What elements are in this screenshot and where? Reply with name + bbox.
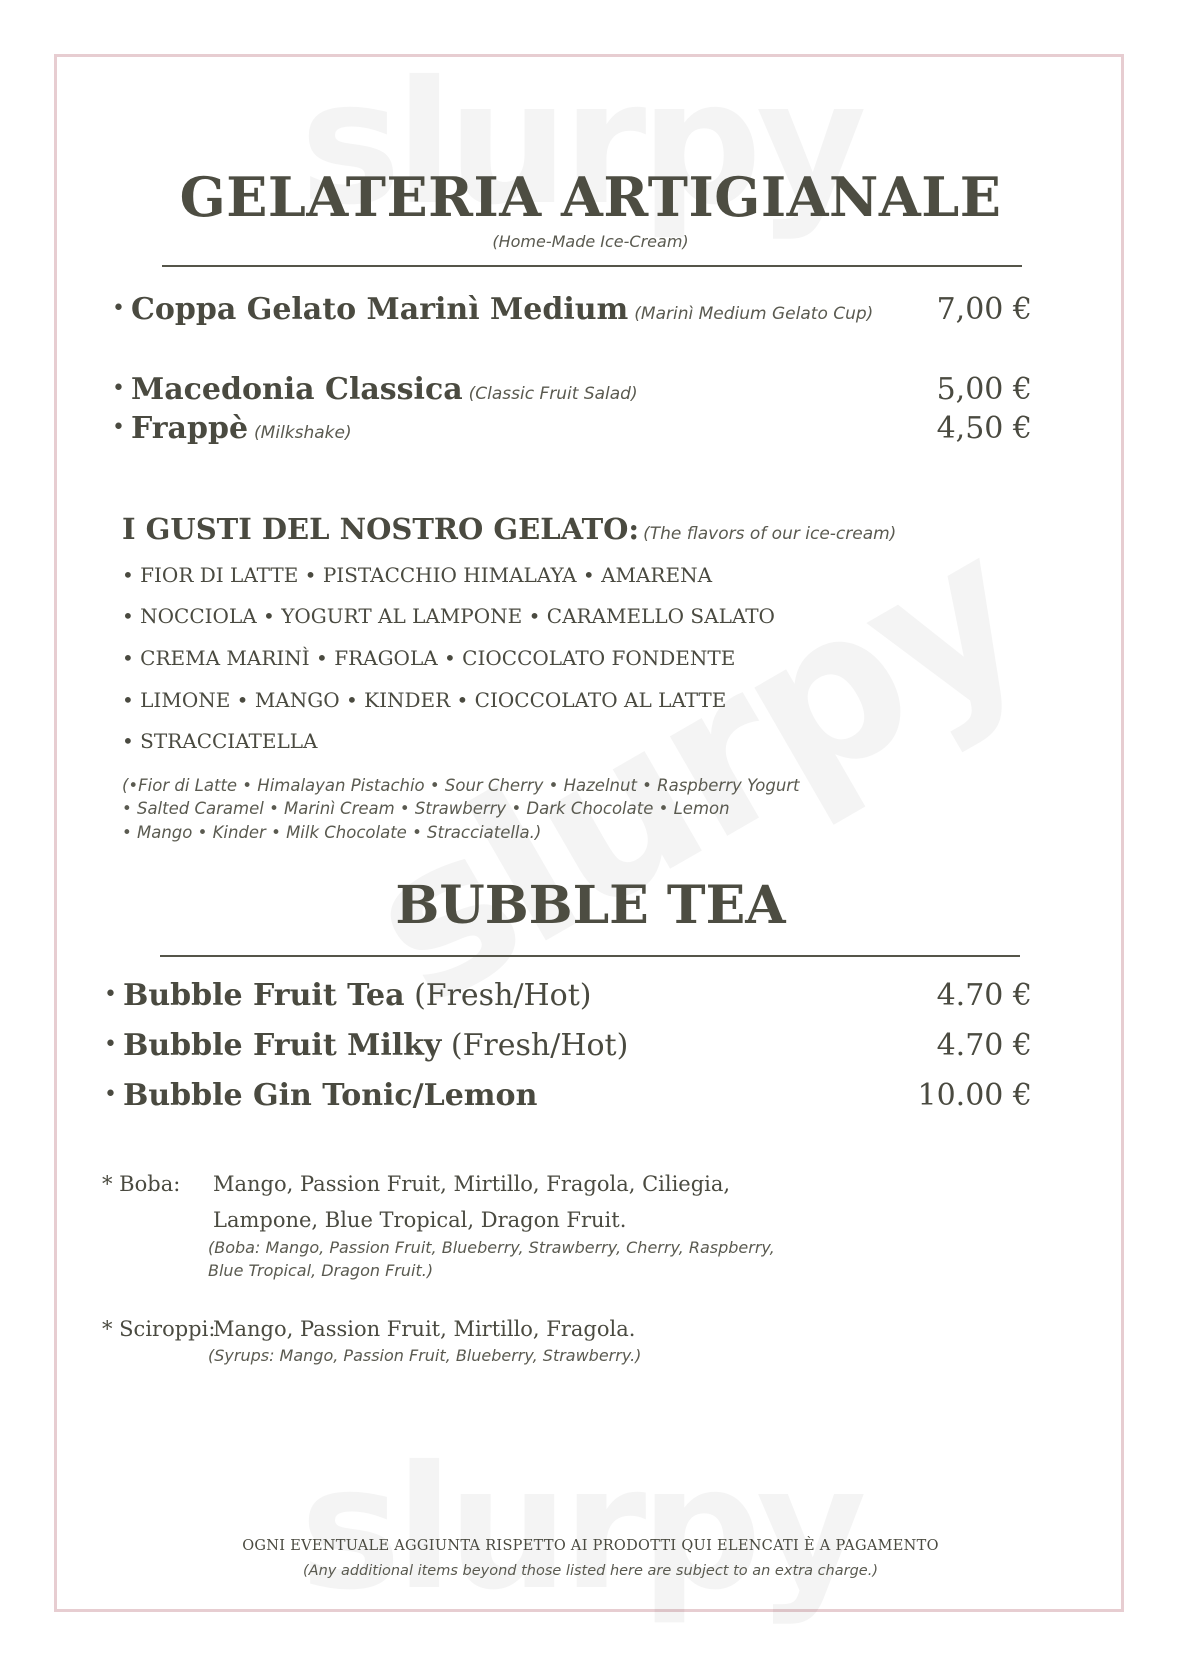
- menu-item: [112, 372, 1032, 407]
- menu-item: [112, 292, 1032, 327]
- sciroppi-english-line: (Syrups: Mango, Passion Fruit, Blueberry, Strawberry.): [208, 1346, 642, 1365]
- item-price: 4.70 €: [936, 1028, 1032, 1063]
- item-name: Macedonia Classica: [130, 372, 463, 407]
- bullet-icon: •: [104, 1032, 117, 1057]
- flavor-line: • FIOR DI LATTE • PISTACCHIO HIMALAYA • AMARENA: [122, 563, 713, 587]
- item-price: 10.00 €: [917, 1078, 1032, 1113]
- bullet-icon: •: [112, 415, 125, 440]
- item-variant: (Fresh/Hot): [404, 978, 592, 1013]
- item-name: Bubble Gin Tonic/Lemon: [122, 1078, 538, 1113]
- flavors-heading-text: I GUSTI DEL NOSTRO GELATO:: [122, 512, 640, 546]
- item-variant: (Fresh/Hot): [441, 1028, 629, 1063]
- item-note: (Marinì Medium Gelato Cup): [634, 304, 874, 324]
- watermark-logo-bottom: [300, 1430, 861, 1628]
- item-price: 4,50 €: [936, 411, 1032, 446]
- gelateria-subtitle: (Home-Made Ice-Cream): [492, 232, 689, 251]
- item-price: 4.70 €: [936, 978, 1032, 1013]
- bullet-icon: •: [104, 1082, 117, 1107]
- item-note: (Milkshake): [254, 423, 352, 443]
- flavor-line: • LIMONE • MANGO • KINDER • CIOCCOLATO AL LATTE: [122, 688, 727, 712]
- sciroppi-label: * Sciroppi:: [102, 1317, 216, 1341]
- flavors-heading: [122, 512, 896, 546]
- item-name: Coppa Gelato Marinì Medium: [130, 292, 629, 327]
- footer-note: OGNI EVENTUALE AGGIUNTA RISPETTO AI PRODOTTI QUI ELENCATI È A PAGAMENTO: [242, 1538, 939, 1554]
- menu-item: [104, 978, 1032, 1013]
- bullet-icon: •: [112, 296, 125, 321]
- bullet-icon: •: [112, 376, 125, 401]
- bubble-tea-title: BUBBLE TEA: [395, 875, 786, 936]
- boba-english-line: Blue Tropical, Dragon Fruit.): [208, 1261, 434, 1280]
- footer-note-english: (Any additional items beyond those listed here are subject to an extra charge.): [303, 1563, 878, 1579]
- flavor-english-line: • Mango • Kinder • Milk Chocolate • Stracciatella.): [122, 823, 542, 842]
- menu-item: [112, 411, 1032, 446]
- boba-options-line: Lampone, Blue Tropical, Dragon Fruit.: [213, 1208, 627, 1232]
- item-price: 7,00 €: [936, 292, 1032, 327]
- gelateria-title: GELATERIA ARTIGIANALE: [179, 165, 1002, 229]
- flavor-line: • CREMA MARINÌ • FRAGOLA • CIOCCOLATO FONDENTE: [122, 646, 736, 670]
- boba-options-line: Mango, Passion Fruit, Mirtillo, Fragola, Ciliegia,: [213, 1172, 731, 1196]
- item-note: (Classic Fruit Salad): [468, 384, 638, 404]
- item-name: Frappè: [130, 411, 249, 446]
- divider-line: [162, 265, 1022, 267]
- flavor-line: • NOCCIOLA • YOGURT AL LAMPONE • CARAMELLO SALATO: [122, 604, 775, 628]
- menu-item: [104, 1028, 1032, 1063]
- flavor-line: • STRACCIATELLA: [122, 729, 318, 753]
- boba-label: * Boba:: [102, 1172, 181, 1196]
- item-name: Bubble Fruit Tea: [122, 978, 405, 1013]
- divider-line: [160, 955, 1020, 957]
- item-name: Bubble Fruit Milky: [122, 1028, 442, 1063]
- menu-item: [104, 1078, 1032, 1113]
- flavor-english-line: (•Fior di Latte • Himalayan Pistachio • Sour Cherry • Hazelnut • Raspberry Yogurt: [122, 776, 800, 795]
- sciroppi-options-line: Mango, Passion Fruit, Mirtillo, Fragola.: [213, 1317, 636, 1341]
- item-price: 5,00 €: [936, 372, 1032, 407]
- flavor-english-line: • Salted Caramel • Marinì Cream • Strawberry • Dark Chocolate • Lemon: [122, 799, 730, 818]
- bullet-icon: •: [104, 982, 117, 1007]
- boba-english-line: (Boba: Mango, Passion Fruit, Blueberry, Strawberry, Cherry, Raspberry,: [208, 1238, 775, 1257]
- flavors-heading-note: (The flavors of our ice-cream): [643, 524, 897, 544]
